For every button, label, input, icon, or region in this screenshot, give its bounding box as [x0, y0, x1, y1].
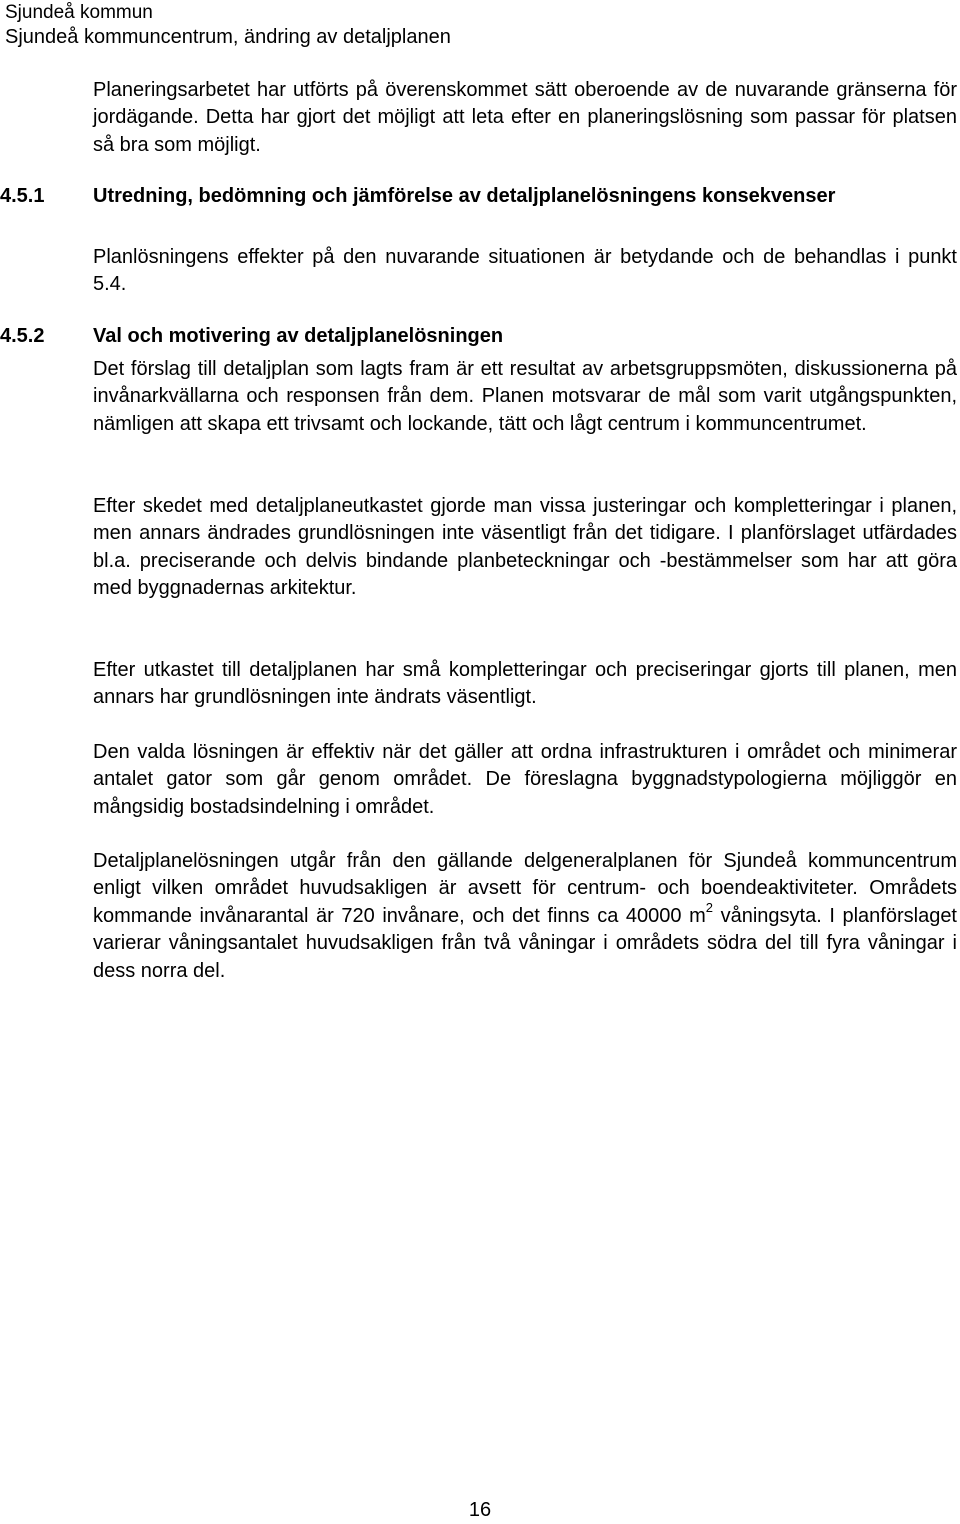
- section-4-5-1-paragraph: Planlösningens effekter på den nuvarande situationen är betydande och de behandlas i punkt 5.4.: [93, 246, 957, 296]
- paragraph-text: Detaljplanelösningen utgår från den gällande delgeneralplanen för Sjundeå kommuncentrum enligt vilken området huvudsakligen är avsett för centrum- och boendeaktiviteter. Områdets kommande invånarantal är 720 invånare, och det finns ca 40000 m: [93, 850, 957, 927]
- paragraph: Det förslag till detaljplan som lagts fram är ett resultat av arbetsgruppsmöten, diskussionerna på invånarkvällarna och responsen från dem. Planen motsvarar de mål som varit utgångspunkten, nämligen att skapa ett trivsamt och lockande, tätt och lågt centrum i kommuncentrumet.: [93, 358, 957, 435]
- paragraph: Efter utkastet till detaljplanen har små kompletteringar och preciseringar gjorts till planen, men annars har grundlösningen inte ändrats väsentligt.: [93, 659, 957, 709]
- section-title: Utredning, bedömning och jämförelse av detaljplanelösningens konsekvenser: [93, 185, 836, 207]
- paragraph: Den valda lösningen är effektiv när det gäller att ordna infrastrukturen i området och minimerar antalet gator som går genom området. De föreslagna byggnadstypologierna möjliggör en mångsidig bostadsindelning i området.: [93, 741, 957, 818]
- section-title: Val och motivering av detaljplanelösningen: [93, 325, 504, 347]
- organization-name: Sjundeå kommun: [5, 2, 153, 23]
- section-number: 4.5.2: [0, 325, 45, 347]
- paragraph: [93, 848, 957, 985]
- section-heading-4-5-1: [0, 183, 957, 210]
- intro-paragraph: Planeringsarbetet har utförts på överenskommet sätt oberoende av de nuvarande gränserna för jordägande. Detta har gjort det möjligt att leta efter en planeringslösning som passar för platsen så bra som möjligt.: [93, 79, 957, 156]
- document-title: Sjundeå kommuncentrum, ändring av detaljplanen: [5, 26, 451, 48]
- section-heading-4-5-2: [0, 323, 957, 350]
- page-header: [5, 0, 451, 50]
- paragraph: Efter skedet med detaljplaneutkastet gjorde man vissa justeringar och kompletteringar i planen, men annars ändrades grundlösningen inte väsentligt från det tidigare. I planförslaget utfärdades bl.a. preciserande och delvis bindande planbeteckningar och -bestämmelser som har att göra med byggnadernas arkitektur.: [93, 495, 957, 600]
- section-number: 4.5.1: [0, 185, 45, 207]
- paragraph-text: våningsyta. I planförslaget varierar våningsantalet huvudsakligen från två våningar i områdets södra del till fyra våningar i dess norra del.: [93, 904, 957, 982]
- page-number: 16: [468, 1499, 492, 1521]
- unit-superscript: 2: [705, 900, 714, 916]
